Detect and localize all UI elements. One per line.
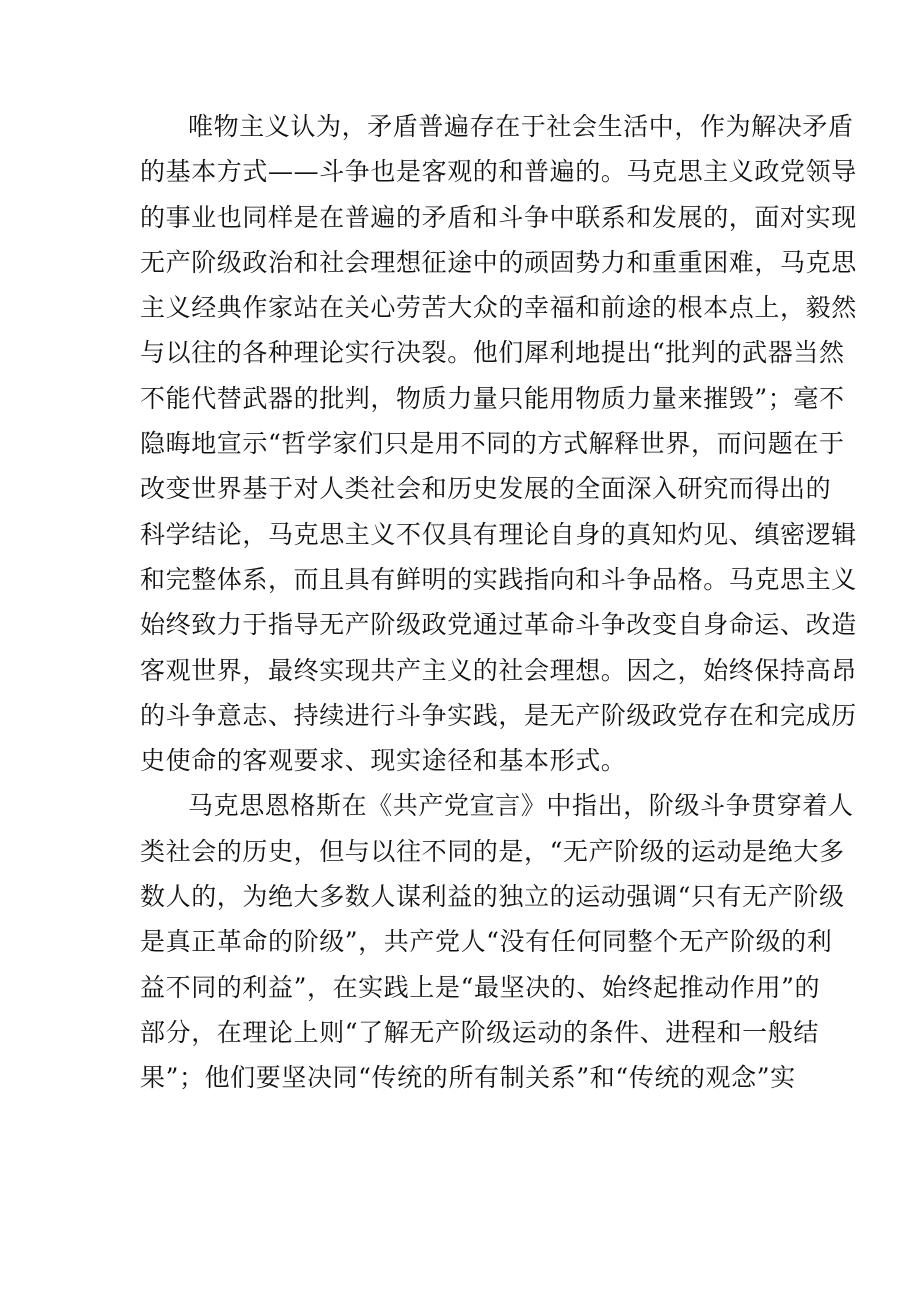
paragraph-line: 的事业也同样是在普遍的矛盾和斗争中联系和发展的，面对实现 <box>140 202 857 232</box>
paragraph-line: 不能代替武器的批判，物质力量只能用物质力量来摧毁”；毫不 <box>140 383 845 413</box>
paragraph-line: 史使命的客观要求、现实途径和基本形式。 <box>140 746 627 776</box>
paragraph-line: 类社会的历史，但与以往不同的是，“无产阶级的运动是绝大多 <box>140 836 845 866</box>
paragraph-line: 改变世界基于对人类社会和历史发展的全面深入研究而得出的 <box>140 474 832 504</box>
body-text <box>140 104 857 1101</box>
paragraph-line: 无产阶级政治和社会理想征途中的顽固势力和重重困难，马克思 <box>140 247 857 277</box>
paragraph-line: 主义经典作家站在关心劳苦大众的幸福和前途的根本点上，毅然 <box>140 293 857 323</box>
paragraph-line: 果”；他们要坚决同“传统的所有制关系”和“传统的观念”实 <box>140 1063 796 1093</box>
paragraph-line: 部分，在理论上则“了解无产阶级运动的条件、进程和一般结 <box>140 1017 819 1047</box>
paragraph-line: 益不同的利益”，在实践上是“最坚决的、始终起推动作用”的 <box>140 972 821 1002</box>
paragraph-line: 是真正革命的阶级”，共产党人“没有任何同整个无产阶级的利 <box>140 927 833 957</box>
paragraph-line: 数人的，为绝大多数人谋利益的独立的运动强调“只有无产阶级 <box>140 882 845 912</box>
paragraph-line: 马克思恩格斯在《共产党宣言》中指出，阶级斗争贯穿着人 <box>188 791 854 821</box>
paragraph-line: 始终致力于指导无产阶级政党通过革命斗争改变自身命运、改造 <box>140 610 857 640</box>
paragraph-line: 与以往的各种理论实行决裂。他们犀利地提出“批判的武器当然 <box>140 338 845 368</box>
paragraph-line: 科学结论，马克思主义不仅具有理论自身的真知灼见、缜密逻辑 <box>140 519 857 549</box>
paragraph-1 <box>140 104 857 783</box>
paragraph-2 <box>140 783 854 1100</box>
paragraph-line: 的斗争意志、持续进行斗争实践，是无产阶级政党存在和完成历 <box>140 700 857 730</box>
paragraph-line: 隐晦地宣示“哲学家们只是用不同的方式解释世界，而问题在于 <box>140 429 845 459</box>
paragraph-line: 客观世界，最终实现共产主义的社会理想。因之，始终保持高昂 <box>140 655 857 685</box>
paragraph-line: 唯物主义认为，矛盾普遍存在于社会生活中，作为解决矛盾 <box>188 112 854 141</box>
paragraph-line: 和完整体系，而且具有鲜明的实践指向和斗争品格。马克思主义 <box>140 564 857 594</box>
paragraph-line: 的基本方式——斗争也是客观的和普遍的。马克思主义政党领导 <box>140 157 857 187</box>
